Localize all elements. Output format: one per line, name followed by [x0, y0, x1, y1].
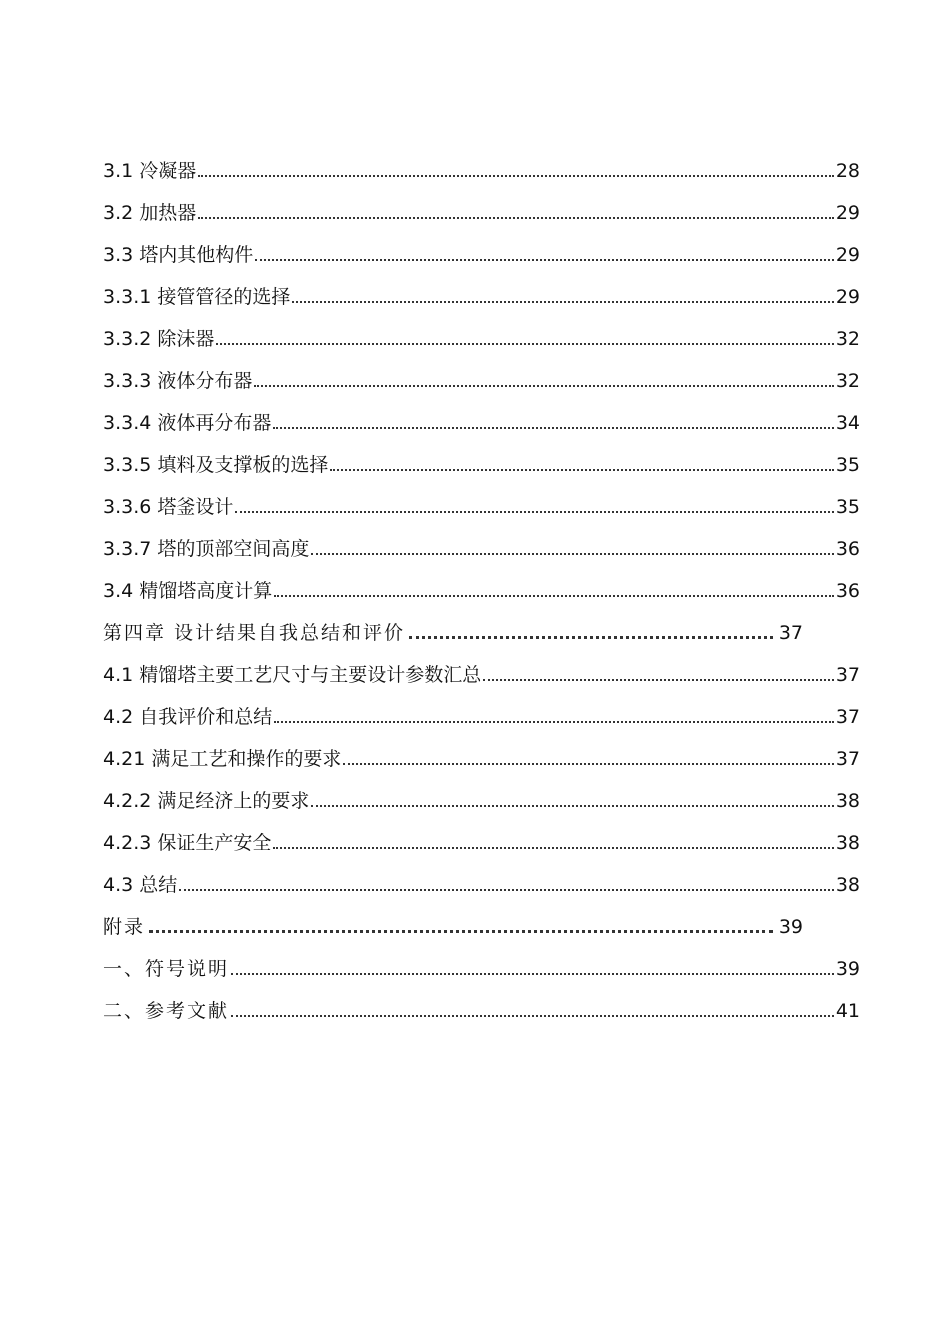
toc-entry-page: 36	[835, 580, 860, 602]
dot-leader	[273, 427, 833, 429]
toc-entry-title: 3.4 精馏塔高度计算	[103, 580, 273, 602]
dot-leader	[409, 636, 773, 639]
toc-entry-title: 第四章 设计结果自我总结和评价	[103, 622, 406, 644]
toc-entry-title: 3.3.2 除沫器	[103, 328, 215, 350]
dot-leader	[235, 511, 833, 513]
toc-entry[interactable]	[103, 140, 860, 182]
toc-entry-page: 35	[835, 496, 860, 518]
toc-entry-page: 36	[835, 538, 860, 560]
toc-entry-title: 4.2 自我评价和总结	[103, 706, 273, 728]
toc-entry[interactable]	[103, 182, 860, 224]
toc-entry-page: 28	[835, 160, 860, 182]
dot-leader	[274, 595, 834, 597]
toc-entry-title: 4.2.2 满足经济上的要求	[103, 790, 310, 812]
toc-entry[interactable]	[103, 686, 860, 728]
toc-entry-title: 3.3 塔内其他构件	[103, 244, 254, 266]
dot-leader	[311, 805, 833, 807]
toc-entry[interactable]	[103, 308, 860, 350]
dot-leader	[216, 343, 833, 345]
dot-leader	[274, 721, 834, 723]
toc-entry[interactable]	[103, 980, 860, 1022]
toc-entry-title: 3.3.1 接管管径的选择	[103, 286, 291, 308]
dot-leader	[149, 930, 773, 933]
toc-entry-page: 39	[778, 916, 803, 938]
dot-leader	[311, 553, 833, 555]
dot-leader	[343, 763, 833, 765]
dot-leader	[273, 847, 833, 849]
toc-entry-page: 38	[835, 790, 860, 812]
toc-entry-page: 32	[835, 370, 860, 392]
dot-leader	[254, 385, 833, 387]
toc-entry-title: 4.3 总结	[103, 874, 178, 896]
toc-entry-page: 39	[835, 958, 860, 980]
toc-entry-page: 35	[835, 454, 860, 476]
dot-leader	[231, 1015, 834, 1017]
toc-entry-title: 附录	[103, 916, 146, 938]
toc-entry-title: 4.21 满足工艺和操作的要求	[103, 748, 342, 770]
toc-chapter-entry[interactable]	[103, 602, 803, 644]
toc-entry-page: 37	[778, 622, 803, 644]
toc-entry[interactable]	[103, 392, 860, 434]
toc-entry-page: 38	[835, 832, 860, 854]
toc-entry-title: 3.3.5 填料及支撑板的选择	[103, 454, 329, 476]
dot-leader	[292, 301, 833, 303]
dot-leader	[231, 973, 834, 975]
toc-entry[interactable]	[103, 728, 860, 770]
toc-entry-title: 3.3.7 塔的顶部空间高度	[103, 538, 310, 560]
toc-entry-title: 3.2 加热器	[103, 202, 197, 224]
toc-entry[interactable]	[103, 266, 860, 308]
toc-entry[interactable]	[103, 560, 860, 602]
toc-entry-title: 一、符号说明	[103, 958, 230, 980]
toc-entry-title: 二、参考文献	[103, 1000, 230, 1022]
toc-entry[interactable]	[103, 434, 860, 476]
dot-leader	[198, 175, 834, 177]
toc-entry-page: 37	[835, 706, 860, 728]
toc-entry-page: 29	[835, 244, 860, 266]
toc-entry[interactable]	[103, 350, 860, 392]
toc-entry-title: 3.1 冷凝器	[103, 160, 197, 182]
toc-entry-title: 3.3.4 液体再分布器	[103, 412, 272, 434]
toc-entry-title: 4.1 精馏塔主要工艺尺寸与主要设计参数汇总	[103, 664, 482, 686]
toc-entry[interactable]	[103, 518, 860, 560]
toc-entry-page: 34	[835, 412, 860, 434]
toc-entry-page: 32	[835, 328, 860, 350]
toc-entry-page: 41	[835, 1000, 860, 1022]
toc-entry[interactable]	[103, 938, 860, 980]
toc-appendix-entry[interactable]	[103, 896, 803, 938]
toc-entry-page: 29	[835, 202, 860, 224]
toc-entry[interactable]	[103, 476, 860, 518]
toc-entry[interactable]	[103, 854, 860, 896]
toc-entry-title: 3.3.3 液体分布器	[103, 370, 253, 392]
dot-leader	[179, 889, 834, 891]
toc-entry-page: 37	[835, 664, 860, 686]
table-of-contents	[103, 140, 860, 1022]
toc-entry-page: 29	[835, 286, 860, 308]
dot-leader	[483, 679, 834, 681]
toc-entry[interactable]	[103, 770, 860, 812]
toc-entry-title: 4.2.3 保证生产安全	[103, 832, 272, 854]
toc-entry-page: 38	[835, 874, 860, 896]
toc-entry-page: 37	[835, 748, 860, 770]
toc-entry[interactable]	[103, 812, 860, 854]
dot-leader	[198, 217, 834, 219]
dot-leader	[330, 469, 833, 471]
toc-entry-title: 3.3.6 塔釜设计	[103, 496, 234, 518]
toc-entry[interactable]	[103, 224, 860, 266]
dot-leader	[255, 259, 834, 261]
toc-entry[interactable]	[103, 644, 860, 686]
